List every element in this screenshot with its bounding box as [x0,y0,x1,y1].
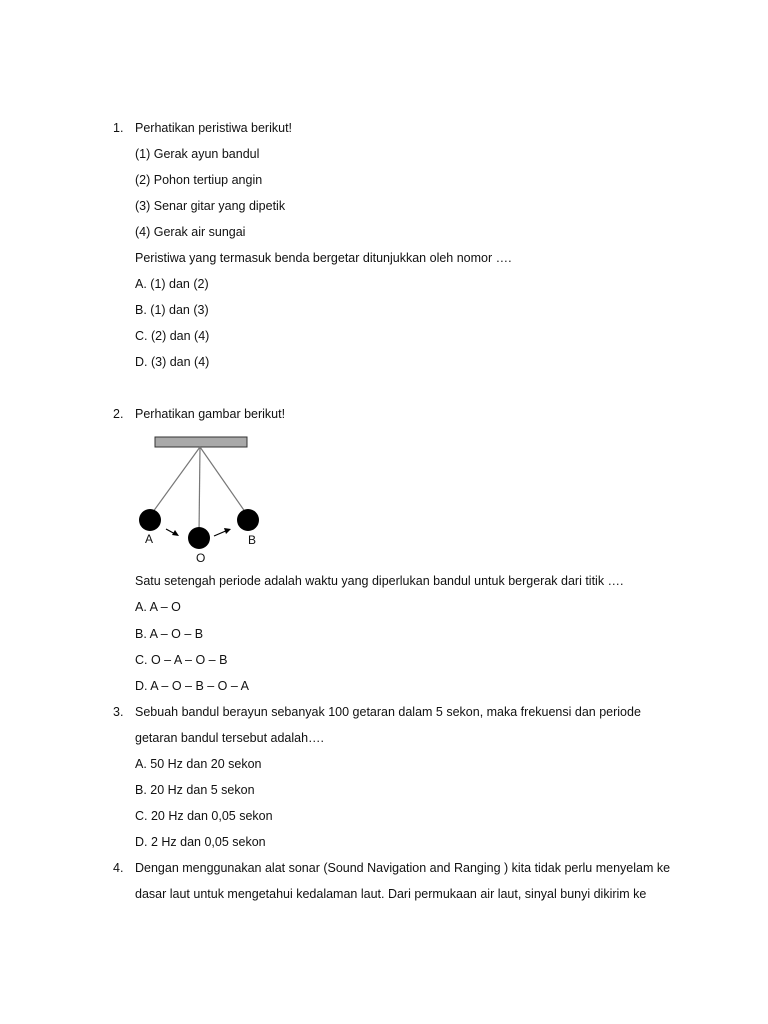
pendulum-label-b: B [248,533,257,547]
question-1-question: Peristiwa yang termasuk benda bergetar ditunjukkan oleh nomor …. [135,251,512,265]
question-2-prompt: Perhatikan gambar berikut! [135,407,286,421]
pendulum-string-a [150,447,200,516]
pendulum-label-a: A [145,532,154,546]
question-4-text-line1: Dengan menggunakan alat sonar (Sound Navigation and Ranging ) kita tidak perlu menyelam ke [135,861,671,875]
question-4-text-line2: dasar laut untuk mengetahui kedalaman laut. Dari permukaan air laut, sinyal bunyi dikirim ke [135,887,647,901]
question-3-option-a: A. 50 Hz dan 20 sekon [135,757,262,771]
question-2-option-b: B. A – O – B [135,627,204,641]
question-2-option-c: C. O – A – O – B [135,653,228,667]
pendulum-bob-a [139,509,161,531]
question-1-item: (3) Senar gitar yang dipetik [135,199,286,213]
question-1-option-d: D. (3) dan (4) [135,355,210,369]
pendulum-bob-b [237,509,259,531]
question-1-item: (1) Gerak ayun bandul [135,147,260,161]
question-2-option-a: A. A – O [135,600,181,614]
question-4-number: 4. [113,861,124,875]
pendulum-figure [130,430,270,566]
question-1-option-a: A. (1) dan (2) [135,277,209,291]
question-3-option-d: D. 2 Hz dan 0,05 sekon [135,835,266,849]
question-1-prompt: Perhatikan peristiwa berikut! [135,121,293,135]
question-3-number: 3. [113,705,124,719]
question-1-number: 1. [113,121,124,135]
question-3-text-line2: getaran bandul tersebut adalah…. [135,731,325,745]
question-3-option-b: B. 20 Hz dan 5 sekon [135,783,255,797]
question-1-option-b: B. (1) dan (3) [135,303,209,317]
pendulum-label-o: O [196,551,206,565]
pendulum-string-o [199,447,200,534]
question-1-item: (2) Pohon tertiup angin [135,173,263,187]
pendulum-string-b [200,447,248,516]
question-3-option-c: C. 20 Hz dan 0,05 sekon [135,809,273,823]
pendulum-support-bar [155,437,247,447]
question-3-text-line1: Sebuah bandul berayun sebanyak 100 getaran dalam 5 sekon, maka frekuensi dan periode [135,705,641,719]
question-1-option-c: C. (2) dan (4) [135,329,210,343]
question-2-question: Satu setengah periode adalah waktu yang diperlukan bandul untuk bergerak dari titik …. [135,574,624,588]
question-2-number: 2. [113,407,124,421]
pendulum-bob-o [188,527,210,549]
arrow-o-to-b-head [224,528,231,534]
question-1-item: (4) Gerak air sungai [135,225,246,239]
question-2-option-d: D. A – O – B – O – A [135,679,249,693]
